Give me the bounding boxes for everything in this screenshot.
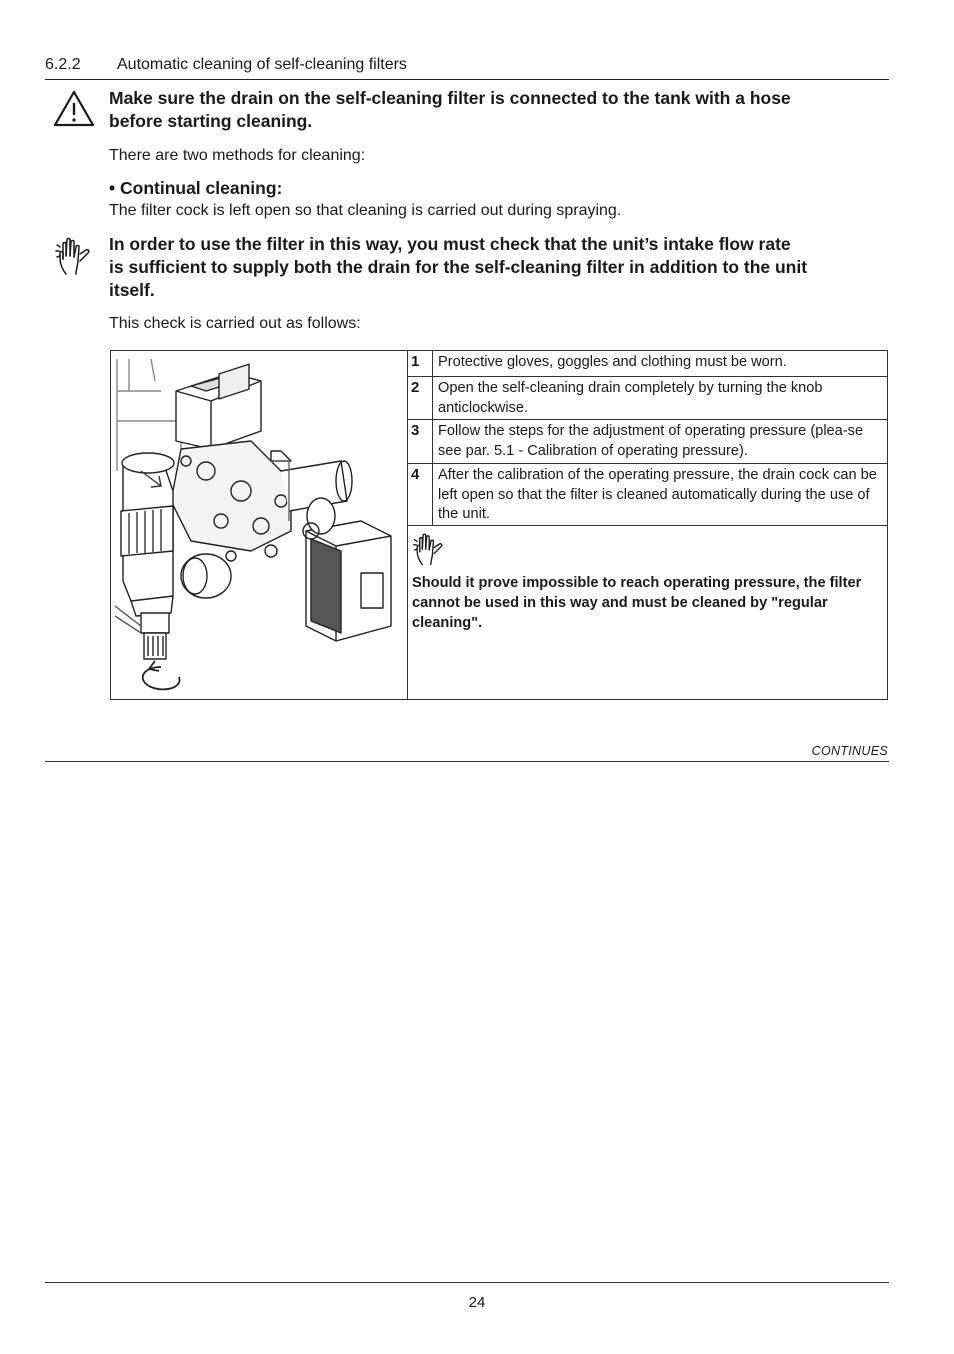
step-text: Protective gloves, goggles and clothing must be worn. [438,354,787,370]
warning-line-2: before starting cleaning. [109,111,313,131]
method-block [109,177,889,222]
method-description: The filter cock is left open so that cleaning is carried out during spraying. [109,202,622,219]
steps-table [110,350,888,700]
step-text: Follow the steps for the adjustment of operating pressure (plea-se see par. 5.1 - Calibration of operating pressure). [438,423,864,459]
flow-rate-note [109,233,909,302]
warning-text [109,87,899,133]
step-number: 3 [408,420,433,463]
pressure-note-cell [408,526,887,699]
warning-triangle-icon [52,89,96,129]
divider-footer [45,1282,889,1283]
step-row [408,420,887,464]
step-row [408,351,887,377]
section-title: Automatic cleaning of self-cleaning filters [117,56,407,73]
pressure-note-text: Should it prove impossible to reach operating pressure, the filter cannot be used in this way and must be cleaned by "regular cleaning". [412,575,862,631]
step-number: 4 [408,464,433,525]
step-text: Open the self-cleaning drain completely by turning the knob anticlockwise. [438,380,823,416]
flow-note-line-2: is sufficient to supply both the drain for the self-cleaning filter in addition to the unit [109,257,808,277]
steps-list [408,351,887,526]
section-header [45,55,889,80]
flow-note-line-3: itself. [109,280,155,300]
step-text: After the calibration of the operating pressure, the drain cock can be left open so that the filter is cleaned automatically during the use of the unit. [438,467,877,522]
divider-top [45,761,889,762]
intro-text: There are two methods for cleaning: [109,147,366,164]
filter-illustration [111,351,408,699]
page-number: 24 [468,1294,486,1311]
check-intro: This check is carried out as follows: [109,315,361,332]
step-row [408,464,887,526]
hand-icon [54,236,96,278]
step-row [408,377,887,420]
step-number: 2 [408,377,433,419]
section-number: 6.2.2 [45,56,81,73]
flow-note-line-1: In order to use the filter in this way, you must check that the unit’s intake flow rate [109,234,791,254]
method-heading: • Continual cleaning: [109,178,283,198]
continues-label: CONTINUES [811,744,888,758]
step-number: 1 [408,351,433,376]
hand-icon [412,532,448,568]
warning-line-1: Make sure the drain on the self-cleaning filter is connected to the tank with a hose [109,88,791,108]
